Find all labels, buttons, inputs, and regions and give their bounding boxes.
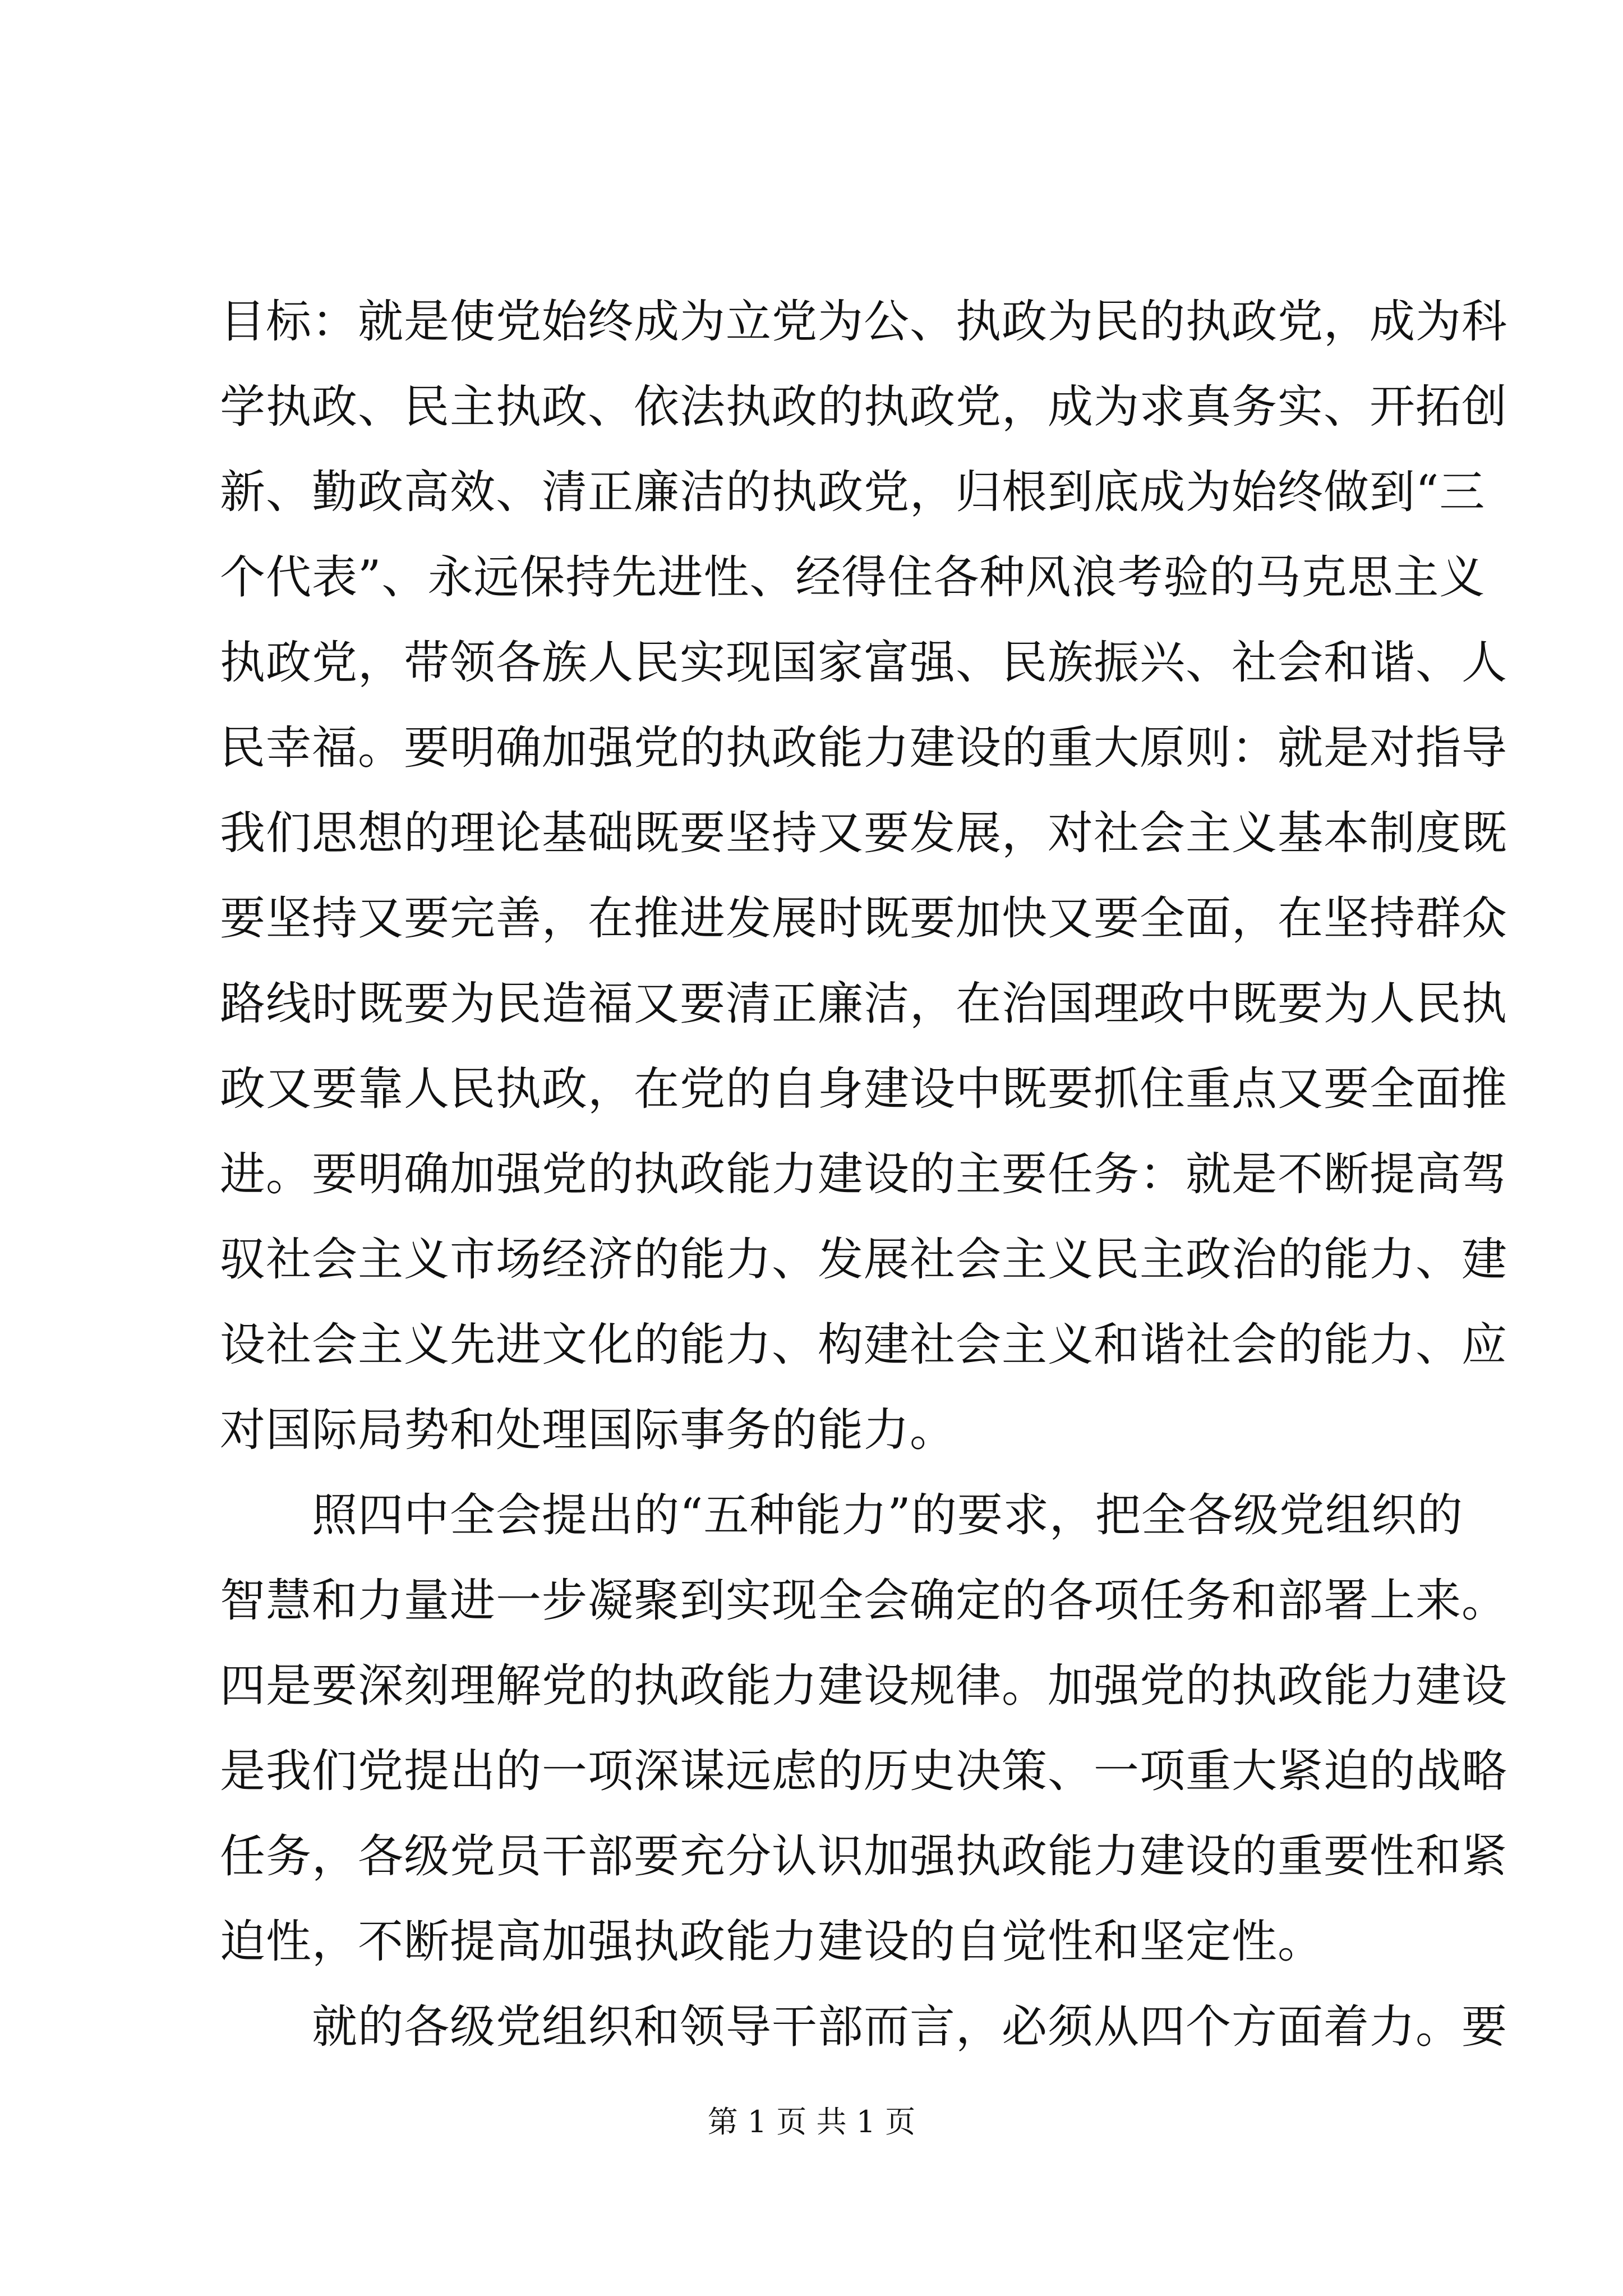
text-line: 任务，各级党员干部要充分认识加强执政能力建设的重要性和紧 <box>220 1830 1508 1883</box>
text-line: 就的各级党组织和领导干部而言，必须从四个方面着力。要 <box>220 2001 1508 2054</box>
text-line: 学执政、民主执政、依法执政的执政党，成为求真务实、开拓创 <box>220 381 1508 434</box>
text-line: 驭社会主义市场经济的能力、发展社会主义民主政治的能力、建 <box>220 1234 1508 1286</box>
text-line: 我们思想的理论基础既要坚持又要发展，对社会主义基本制度既 <box>220 807 1508 860</box>
text-line: 个代表”、永远保持先进性、经得住各种风浪考验的马克思主义 <box>220 551 1486 604</box>
text-line: 民幸福。要明确加强党的执政能力建设的重大原则：就是对指导 <box>220 722 1508 775</box>
text-line: 要坚持又要完善，在推进发展时既要加快又要全面，在坚持群众 <box>220 892 1508 945</box>
text-line: 智慧和力量进一步凝聚到实现全会确定的各项任务和部署上来。 <box>220 1575 1508 1627</box>
text-line: 四是要深刻理解党的执政能力建设规律。加强党的执政能力建设 <box>220 1660 1508 1713</box>
text-line: 是我们党提出的一项深谋远虑的历史决策、一项重大紧迫的战略 <box>220 1745 1508 1798</box>
text-line: 执政党，带领各族人民实现国家富强、民族振兴、社会和谐、人 <box>220 637 1508 689</box>
document-body <box>220 279 1508 2070</box>
text-line: 照四中全会提出的“五种能力”的要求，把全各级党组织的 <box>220 1489 1463 1542</box>
text-line: 政又要靠人民执政，在党的自身建设中既要抓住重点又要全面推 <box>220 1063 1508 1116</box>
text-line: 进。要明确加强党的执政能力建设的主要任务：就是不断提高驾 <box>220 1148 1508 1201</box>
text-line: 迫性，不断提高加强执政能力建设的自觉性和坚定性。 <box>220 1916 1324 1968</box>
text-line: 路线时既要为民造福又要清正廉洁，在治国理政中既要为人民执 <box>220 978 1508 1030</box>
text-line: 新、勤政高效、清正廉洁的执政党，归根到底成为始终做到“三 <box>220 466 1486 519</box>
text-line: 目标：就是使党始终成为立党为公、执政为民的执政党，成为科 <box>220 296 1508 348</box>
page-footer: 第 1 页 共 1 页 <box>707 2104 916 2139</box>
text-line: 设社会主义先进文化的能力、构建社会主义和谐社会的能力、应 <box>220 1319 1508 1372</box>
text-line: 对国际局势和处理国际事务的能力。 <box>220 1404 956 1457</box>
